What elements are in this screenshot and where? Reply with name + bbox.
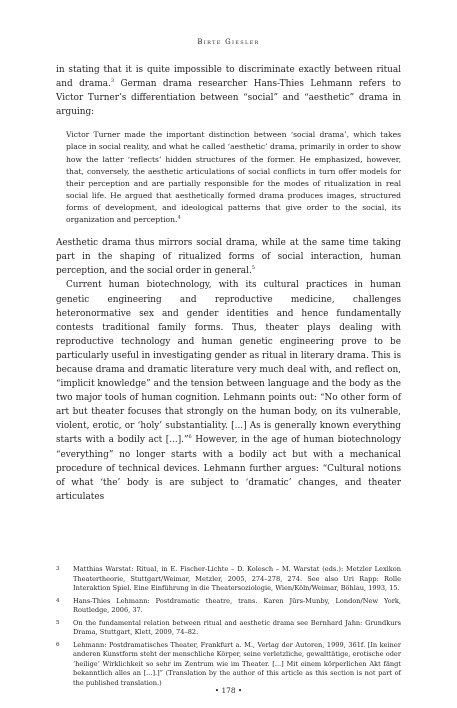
block-quote	[66, 129, 401, 226]
paragraph	[56, 278, 401, 504]
paragraph	[56, 63, 401, 119]
footnote	[56, 565, 401, 594]
footnote	[56, 641, 401, 689]
running-head: Birte Giesler	[197, 38, 260, 46]
footnote-text: Matthias Warstat: Ritual, in E. Fischer-Lichte – D. Kolesch – M. Warstat (eds.): Metzler Lexikon Theatertheorie, Stuttgart/Weimar, Metzler, 2005, 274–278, 274. See also Uri Rapp: Rolle Interaktion Spiel. Eine Einführung in die Theatersoziologie, Wien/Köln/Weimar, Böhlau, 1993, 15.	[73, 565, 401, 592]
paragraph-text: Aesthetic drama thus mirrors social drama, while at the same time taking part in the shaping of ritualized forms of social interaction, human perception, and the social order in general.	[56, 238, 401, 277]
footnotes	[56, 565, 401, 691]
footnote-number: 4	[56, 597, 60, 604]
footnote-number: 5	[56, 619, 60, 626]
footnote	[56, 619, 401, 638]
footnote-text: On the fundamental relation between ritual and aesthetic drama see Bernhard Jahn: Grundkurs Drama, Stuttgart, Klett, 2009, 74–82.	[73, 618, 401, 636]
footnote-number: 6	[56, 641, 60, 648]
footnote-text: Hans-Thies Lehmann: Postdramatic theatre, trans. Karen Jürs-Munby, London/New York, Routledge, 2006, 37.	[73, 596, 401, 614]
footnote-marker[interactable]: 6	[188, 434, 192, 441]
paragraph-text: However, in the age of human biotechnology “everything” no longer starts with a bodily act but with a mechanical procedure of technical devices. Lehmann further argues: “Cultural notions of what ‘the’ body is are subject to ‘dramatic’ changes, and theater articulates	[56, 435, 401, 502]
footnote-marker[interactable]: 5	[251, 265, 255, 272]
footnote-marker[interactable]: 3	[110, 78, 115, 85]
footnote-marker[interactable]: 4	[177, 214, 181, 221]
footnote-text: Lehmann: Postdramatisches Theater, Frankfurt a. M., Verlag der Autoren, 1999, 361f. [In keiner anderen Kunstform steht der menschliche Körper, seine verletzliche, gewalttätige, erotische oder ‘heilige’ Wirklichkeit so sehr im Zentrum wie im Theater. [...] Mit einem körperlichen Akt fängt bekanntlich alles an [...].]” (Translation by the author of this article as this section is not part of the published translation.)	[73, 640, 401, 687]
paragraph-text: German drama researcher Hans-Thies Lehmann refers to Victor Turner’s differentiation between “social” and “aesthetic” drama in arguing:	[56, 79, 401, 118]
footnote-number: 3	[56, 566, 60, 572]
page-number: • 178 •	[214, 686, 243, 695]
footnote	[56, 597, 401, 616]
paragraph	[56, 236, 401, 278]
paragraph-text: in stating that it is quite impossible to discriminate exactly between ritual and drama.	[56, 65, 401, 90]
quote-text: Victor Turner made the important distinction between ‘social drama’, which takes place in social reality, and what he called ‘aesthetic’ drama, primarily in order to show how the latter ‘reflects’ hidden structures of the former. He emphasized, however, that, conversely, the aesthetic articulations of social conflicts in turn offer models for their perception and are partially responsible for the modes of ritualization in real social life. He argued that aesthetically formed drama produces images, structured forms of development, and ideological patterns that give order to the social, its organization and perception.	[66, 130, 401, 225]
paragraph-text: Current human biotechnology, with its cultural practices in human genetic engineering and reproductive medicine, challenges heteronormative sex and gender identities and hence fundamentally contests traditional family forms. Thus, theater plays dealing with reproductive technology and human genetic engineering prove to be particularly useful in investigating gender as ritual in literary drama. This is because drama and dramatic literature very much deal with, and reflect on, “implicit knowledge” and the tension between language and the body as the two major tools of human cognition. Lehmann points out: “No other form of art but theater focuses that strongly on the human body, on its vulnerable, violent, erotic, or ‘holy’ substantiality. [...] As is generally known everything starts with a bodily act [...].”	[56, 280, 401, 446]
